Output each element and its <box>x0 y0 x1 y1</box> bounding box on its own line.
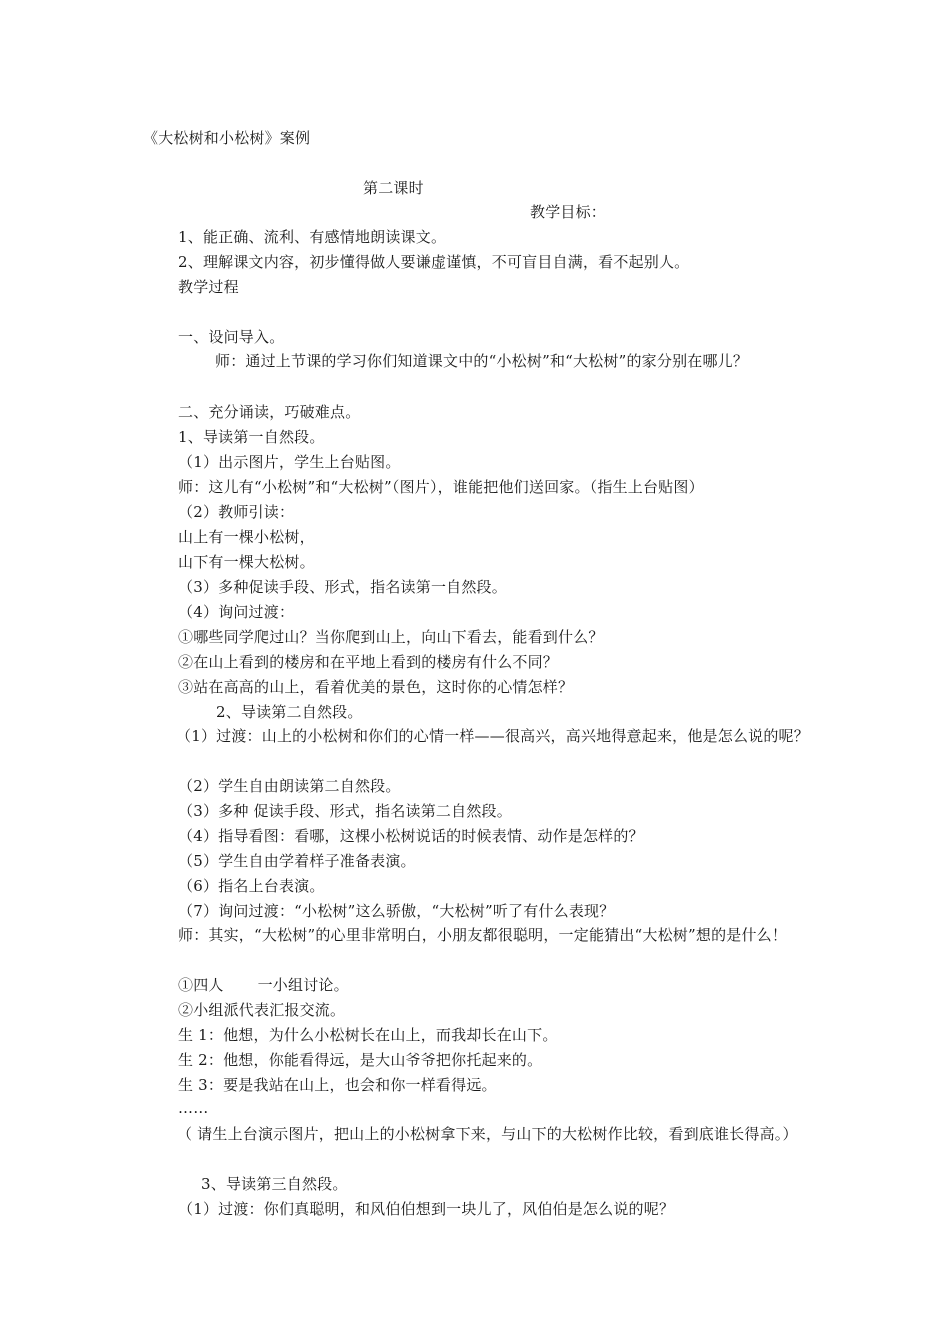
discussion-line <box>178 975 349 995</box>
document-title: 《大松树和小松树》案例 <box>143 129 311 147</box>
discussion-part-a: ①四人 <box>178 976 224 994</box>
discussion-part-b: 一小组讨论。 <box>257 976 349 994</box>
part2-line: （7）询问过渡：“小松树”这么骄傲，“大松树”听了有什么表现？ <box>178 902 615 920</box>
part1-line: （2）教师引读： <box>178 503 295 521</box>
part2-line: （2）学生自由朗读第二自然段。 <box>178 777 401 795</box>
ellipsis: …… <box>178 1099 209 1117</box>
teacher-question: 师：通过上节课的学习你们知道课文中的“小松树”和“大松树”的家分别在哪儿？ <box>215 352 749 370</box>
student-answer: 生 3：要是我站在山上，也会和你一样看得远。 <box>178 1076 497 1094</box>
objectives-heading: 教学目标： <box>530 203 607 221</box>
part1-line: （3）多种促读手段、形式，指名读第一自然段。 <box>178 578 507 596</box>
part2-transition: （1）过渡：山上的小松树和你们的心情一样——很高兴，高兴地得意起来，他是怎么说的呢？ <box>176 727 809 745</box>
part1-heading: 1、导读第一自然段。 <box>178 428 325 446</box>
teacher-remark: 师：其实，“大松树”的心里非常明白，小朋友都很聪明，一定能猜出“大松树”想的是什么！ <box>178 926 788 944</box>
part2-heading: 2、导读第二自然段。 <box>216 703 363 721</box>
student-answer: 生 2：他想，你能看得远，是大山爷爷把你托起来的。 <box>178 1051 543 1069</box>
objective-item: 2、理解课文内容，初步懂得做人要谦虚谨慎，不可盲目自满，看不起别人。 <box>178 253 690 271</box>
part2-line: （4）指导看图：看哪，这棵小松树说话的时候表情、动作是怎样的？ <box>178 827 644 845</box>
part1-line: ③站在高高的山上，看着优美的景色，这时你的心情怎样？ <box>178 678 574 696</box>
part2-line: （3）多种 促读手段、形式，指名读第二自然段。 <box>178 802 512 820</box>
part3-transition: （1）过渡：你们真聪明，和风伯伯想到一块儿了，风伯伯是怎么说的呢？ <box>178 1200 675 1218</box>
step1-heading: 一、设问导入。 <box>178 328 285 346</box>
part2-line: （5）学生自由学着样子准备表演。 <box>178 852 416 870</box>
part1-line: ①哪些同学爬过山？当你爬到山上，向山下看去，能看到什么？ <box>178 628 604 646</box>
part3-heading: 3、导读第三自然段。 <box>201 1175 348 1193</box>
part1-line: 山上有一棵小松树， <box>178 528 315 546</box>
student-answer: 生 1：他想，为什么小松树长在山上，而我却长在山下。 <box>178 1026 558 1044</box>
step2-heading: 二、充分诵读，巧破难点。 <box>178 403 361 421</box>
demo-note: （ 请生上台演示图片，把山上的小松树拿下来，与山下的大松树作比较，看到底谁长得高。） <box>177 1125 798 1143</box>
part2-line: （6）指名上台表演。 <box>178 877 325 895</box>
part1-line: ②在山上看到的楼房和在平地上看到的楼房有什么不同？ <box>178 653 559 671</box>
part1-line: 师：这儿有“小松树”和“大松树”（图片），谁能把他们送回家。（指生上台贴图） <box>178 478 704 496</box>
part1-line: （1）出示图片，学生上台贴图。 <box>178 453 401 471</box>
process-heading: 教学过程 <box>178 278 239 296</box>
lesson-label: 第二课时 <box>363 179 424 197</box>
part1-line: （4）询问过渡： <box>178 603 295 621</box>
objective-item: 1、能正确、流利、有感情地朗读课文。 <box>178 228 447 246</box>
part1-line: 山下有一棵大松树。 <box>178 553 315 571</box>
part2-line: ②小组派代表汇报交流。 <box>178 1001 346 1019</box>
